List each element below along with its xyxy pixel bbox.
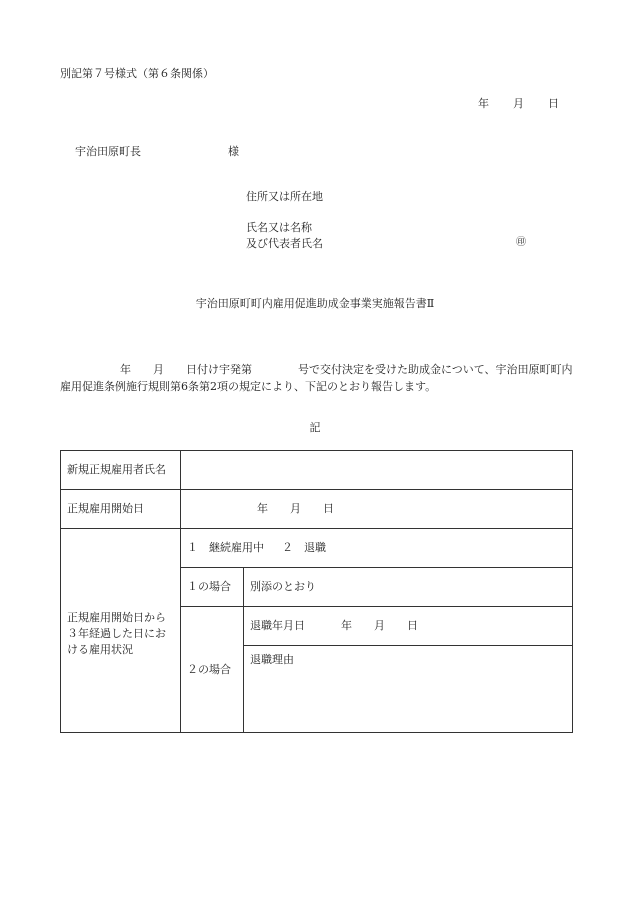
addressee: 宇治田原町長 [75,145,141,158]
retire-reason-field[interactable] [244,646,573,733]
document-title: 宇治田原町町内雇用促進助成金事業実施報告書Ⅱ [195,297,435,310]
form-label: 別記第７号様式（第６条関係） [60,67,214,80]
employee-name-label: 新規正規雇用者氏名 [61,451,181,490]
start-year: 年 [257,502,268,515]
representative-label: 及び代表者氏名 [246,237,323,250]
start-date-field[interactable] [181,490,573,529]
address-label: 住所又は所在地 [246,190,323,203]
date-day-label: 日 [548,97,559,110]
case1-label: １の場合 [181,568,244,607]
status-option-retired: ２ 退職 [282,541,326,554]
retire-day: 日 [407,619,418,632]
date-year-label: 年 [478,97,489,110]
employee-name-field[interactable] [181,451,573,490]
body-month: 月 [153,363,164,376]
status-option-continued: １ 継続雇用中 [187,541,264,554]
employment-status-label: 正規雇用開始日から３年経過した日における雇用状況 [61,529,181,733]
case2-label: ２の場合 [181,607,244,733]
ki-heading: 記 [309,421,321,434]
seal-mark: ㊞ [516,237,526,248]
body-year: 年 [120,363,131,376]
body-paragraph [60,361,574,395]
retire-reason-label: 退職理由 [250,653,294,666]
body-text: 号で交付決定を受けた助成金について、宇治田原町町内雇用促進条例施行規則第6条第2項の規定により、下記のとおり報告します。 [60,363,573,393]
retire-date-label: 退職年月日 [250,619,305,632]
submission-date [478,98,559,109]
report-table [60,450,573,733]
retire-date-field[interactable] [244,607,573,646]
status-options[interactable] [181,529,573,568]
retire-year: 年 [341,619,352,632]
start-date-label: 正規雇用開始日 [61,490,181,529]
retire-month: 月 [374,619,385,632]
start-month: 月 [290,502,301,515]
date-month-label: 月 [513,97,524,110]
start-day: 日 [323,502,334,515]
honorific: 様 [228,145,239,158]
body-day-ref: 日付け宇発第 [186,363,252,376]
case1-value: 別添のとおり [244,568,573,607]
name-label: 氏名又は名称 [246,221,312,234]
